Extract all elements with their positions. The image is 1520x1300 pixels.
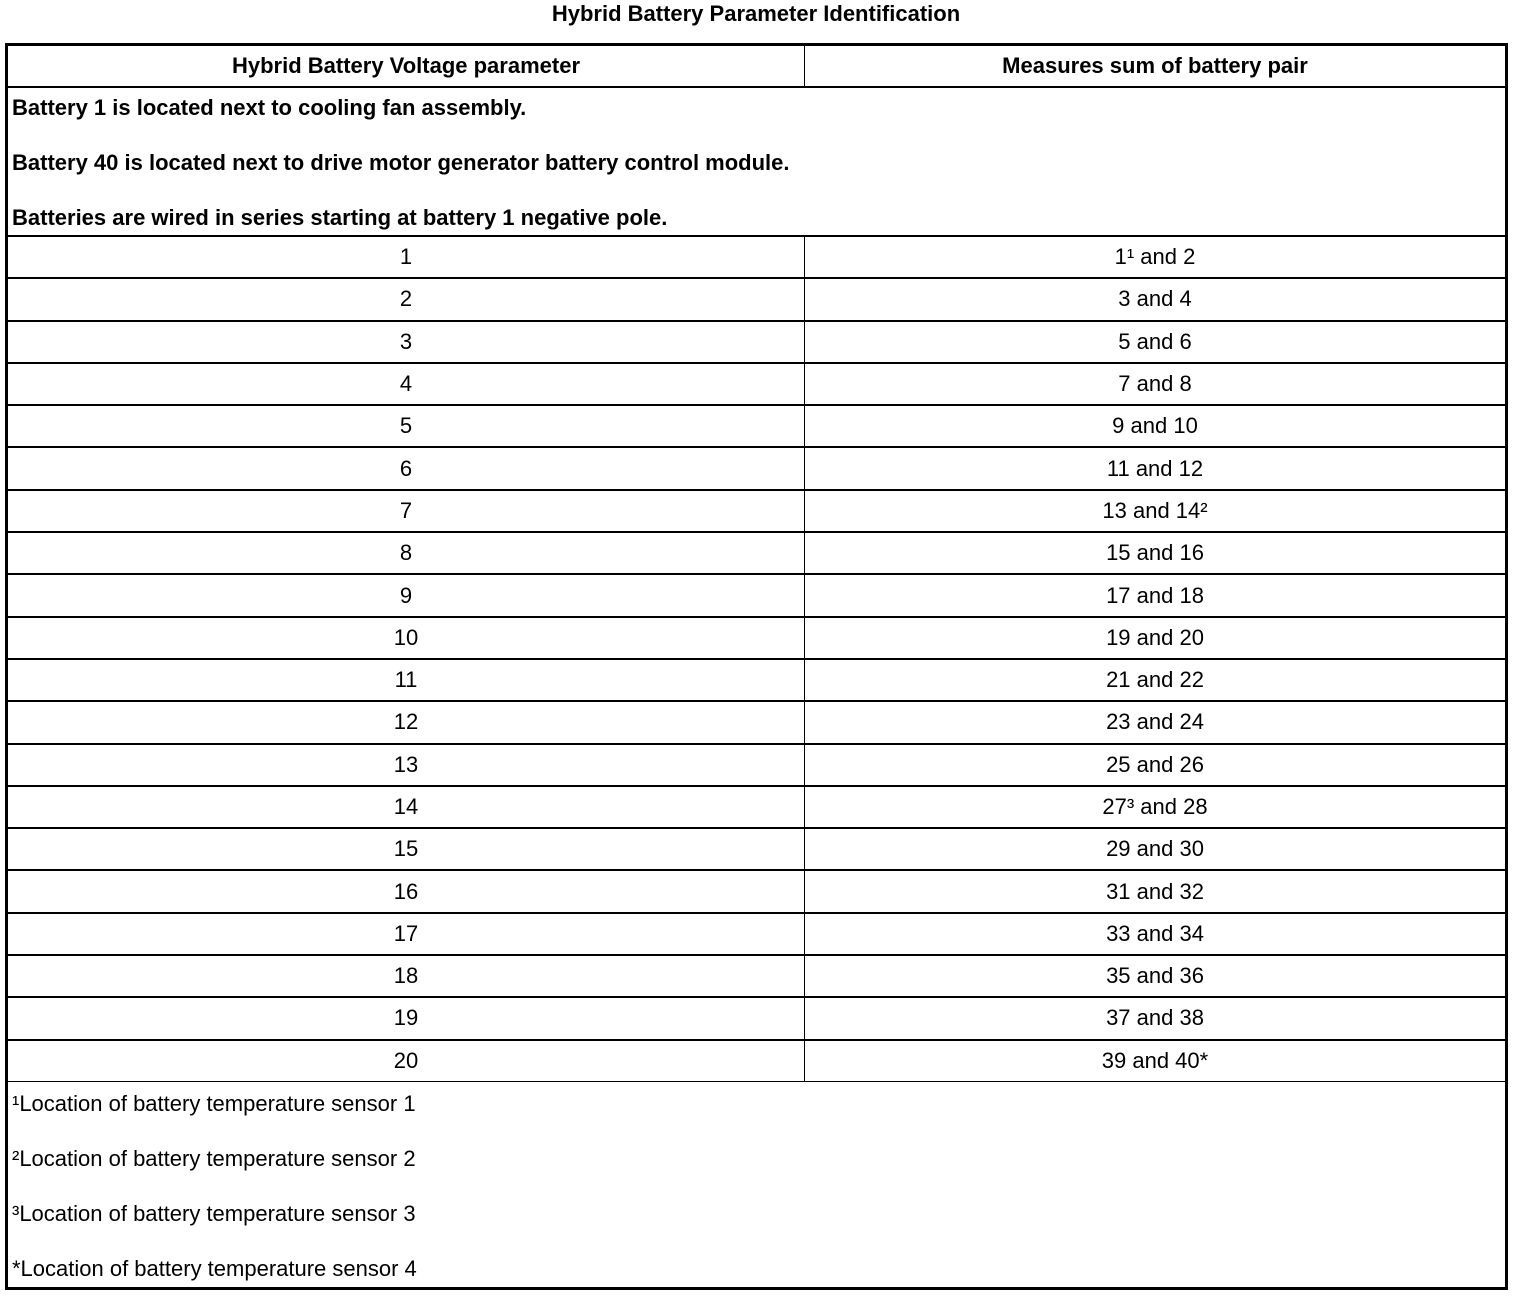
battery-pair-cell: 11 and 12 xyxy=(1106,455,1204,481)
table-row xyxy=(8,998,1505,1040)
footnote: ³Location of battery temperature sensor 3 xyxy=(12,1200,416,1226)
table-row xyxy=(8,914,1505,956)
voltage-parameter-cell: 16 xyxy=(8,871,805,911)
battery-pair-cell: 5 and 6 xyxy=(1118,328,1192,354)
battery-pair-cell: 7 and 8 xyxy=(1118,371,1192,397)
battery-pair-cell: 21 and 22 xyxy=(1106,667,1204,693)
table-row xyxy=(8,364,1505,406)
battery-pair-cell: 13 and 14² xyxy=(1102,497,1208,523)
table-body xyxy=(8,237,1505,1082)
table-row xyxy=(8,279,1505,321)
voltage-parameter-cell: 15 xyxy=(8,829,805,869)
table-row xyxy=(8,406,1505,448)
battery-pair-cell: 3 and 4 xyxy=(1118,286,1192,312)
table-row xyxy=(8,745,1505,787)
footnote: *Location of battery temperature sensor 4 xyxy=(12,1255,417,1281)
battery-parameter-table xyxy=(5,43,1508,1290)
notes-section xyxy=(8,88,1505,237)
table-row xyxy=(8,956,1505,998)
battery-pair-cell: 15 and 16 xyxy=(1106,540,1204,566)
header-voltage-parameter: Hybrid Battery Voltage parameter xyxy=(8,46,805,86)
battery-pair-cell: 17 and 18 xyxy=(1106,582,1204,608)
voltage-parameter-cell: 1 xyxy=(8,237,805,277)
battery-pair-cell: 1¹ and 2 xyxy=(1114,244,1196,270)
battery-pair-cell: 31 and 32 xyxy=(1106,878,1204,904)
footnote: ¹Location of battery temperature sensor 1 xyxy=(12,1090,416,1116)
table-row xyxy=(8,702,1505,744)
voltage-parameter-cell: 4 xyxy=(8,364,805,404)
table-row xyxy=(8,533,1505,575)
voltage-parameter-cell: 12 xyxy=(8,702,805,742)
table-row xyxy=(8,829,1505,871)
table-row xyxy=(8,871,1505,913)
voltage-parameter-cell: 9 xyxy=(8,575,805,615)
battery-pair-cell: 19 and 20 xyxy=(1106,624,1204,650)
table-row xyxy=(8,491,1505,533)
table-row xyxy=(8,618,1505,660)
table-row xyxy=(8,448,1505,490)
table-title: Hybrid Battery Parameter Identification xyxy=(551,1,961,26)
footnotes-section xyxy=(8,1082,1505,1287)
battery-pair-cell: 23 and 24 xyxy=(1106,709,1204,735)
note: Battery 1 is located next to cooling fan assembly. xyxy=(12,95,527,120)
header-battery-pair: Measures sum of battery pair xyxy=(1002,53,1308,78)
voltage-parameter-cell: 2 xyxy=(8,279,805,319)
battery-pair-cell: 27³ and 28 xyxy=(1102,794,1208,819)
voltage-parameter-cell: 5 xyxy=(8,406,805,446)
battery-pair-cell: 35 and 36 xyxy=(1106,963,1204,989)
table-row xyxy=(8,660,1505,702)
battery-pair-cell: 9 and 10 xyxy=(1112,413,1198,439)
note: Battery 40 is located next to drive motor generator battery control module. xyxy=(12,150,790,175)
battery-pair-cell: 29 and 30 xyxy=(1106,836,1204,862)
voltage-parameter-cell: 11 xyxy=(8,660,805,700)
table-row xyxy=(8,787,1505,829)
table-row xyxy=(8,575,1505,617)
voltage-parameter-cell: 19 xyxy=(8,998,805,1038)
table-row xyxy=(8,322,1505,364)
voltage-parameter-cell: 10 xyxy=(8,618,805,658)
table-row xyxy=(8,237,1505,279)
footnote: ²Location of battery temperature sensor 2 xyxy=(12,1145,416,1171)
voltage-parameter-cell: 6 xyxy=(8,448,805,488)
voltage-parameter-cell: 7 xyxy=(8,491,805,531)
voltage-parameter-cell: 17 xyxy=(8,914,805,954)
table-row xyxy=(8,1041,1505,1082)
voltage-parameter-cell: 18 xyxy=(8,956,805,996)
voltage-parameter-cell: 20 xyxy=(8,1041,805,1081)
battery-pair-cell: 33 and 34 xyxy=(1106,920,1204,946)
voltage-parameter-cell: 8 xyxy=(8,533,805,573)
table-header-row xyxy=(8,46,1505,88)
battery-pair-cell: 39 and 40* xyxy=(1101,1047,1209,1073)
note: Batteries are wired in series starting at battery 1 negative pole. xyxy=(12,205,668,230)
battery-pair-cell: 25 and 26 xyxy=(1106,751,1204,777)
voltage-parameter-cell: 14 xyxy=(8,787,805,827)
battery-pair-cell: 37 and 38 xyxy=(1106,1005,1204,1031)
voltage-parameter-cell: 3 xyxy=(8,322,805,362)
voltage-parameter-cell: 13 xyxy=(8,745,805,785)
